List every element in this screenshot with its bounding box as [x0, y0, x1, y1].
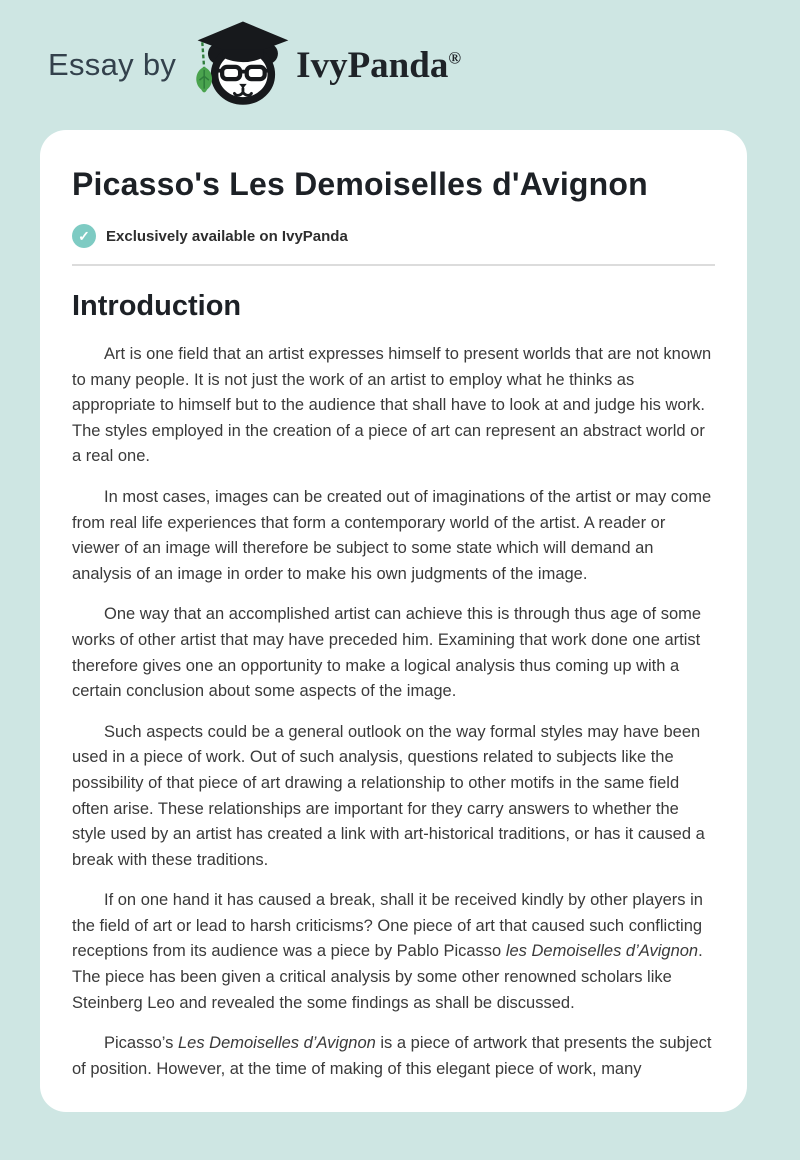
- paragraph: [72, 485, 715, 587]
- italic-text: Les Demoiselles d’Avignon: [177, 1034, 376, 1053]
- text-segment: Such aspects could be a general outlook on the way formal styles may have been used in a piece of work. Out of such analysis, questions related to subjects like the possibility of that piece of art drawing a relationship to other motifs in the same field often arise. These relationships are important for they carry answers to whether the style used by an artist has created a link with art-historical traditions, or has it caused a break with these traditions.: [72, 722, 705, 869]
- text-segment: Art is one field that an artist expresses himself to present worlds that are not known to many people. It is not just the work of an artist to employ what he thinks as appropriate to himself but to the audience that shall have to look at and judge his work. The styles employed in the creation of a piece of art can represent an abstract world or a real one.: [72, 345, 712, 466]
- paragraph: [72, 602, 715, 704]
- divider: [72, 264, 715, 266]
- essay-card: [40, 130, 747, 1112]
- paragraph: [72, 720, 715, 874]
- brand-text: IvyPanda: [296, 44, 449, 86]
- text-segment: . The piece has been given a critical analysis by some other renowned scholars like Steinberg Leo and revealed the some findings as shall be discussed.: [72, 942, 703, 1012]
- essay-title: Picasso's Les Demoiselles d'Avignon: [72, 166, 648, 202]
- text-segment: If on one hand it has caused a break, shall it be received kindly by other players in the field of art or lead to harsh criticisms? One piece of art that caused such conflicting receptions from its audience was a piece by Pablo Picasso: [72, 891, 703, 961]
- registered-mark: ®: [448, 48, 462, 68]
- essay-body: [72, 342, 715, 1082]
- badge-text: Exclusively available on IvyPanda: [106, 227, 348, 245]
- checkmark-icon: ✓: [72, 224, 96, 248]
- section-heading: Introduction: [72, 290, 242, 322]
- text-segment: is a piece of artwork that presents the subject of position. However, at the time of making of this elegant piece of work, many: [72, 1034, 712, 1078]
- essay-by-label: Essay by: [48, 47, 177, 82]
- paragraph: [72, 888, 715, 1016]
- text-segment: One way that an accomplished artist can achieve this is through thus age of some works of other artist that may have preceded him. Examining that work done one artist therefore gives one an opportunity to make a logical analysis thus coming up with a certain conclusion about some aspects of the image.: [72, 605, 702, 701]
- brand-name: [296, 44, 462, 86]
- site-header: [0, 0, 800, 130]
- italic-text: les Demoiselles d’Avignon: [505, 942, 699, 961]
- exclusive-badge: [72, 224, 715, 248]
- text-segment: Picasso’s: [104, 1034, 178, 1053]
- paragraph: [72, 342, 715, 470]
- ivypanda-logo[interactable]: [190, 18, 461, 112]
- text-segment: In most cases, images can be created out of imaginations of the artist or may come from real life experiences that form a contemporary world of the artist. A reader or viewer of an image will therefore be subject to some state which will demand an analysis of an image in order to make his own judgments of the image.: [72, 487, 712, 583]
- paragraph: [72, 1031, 715, 1082]
- panda-graduate-icon: [190, 18, 294, 112]
